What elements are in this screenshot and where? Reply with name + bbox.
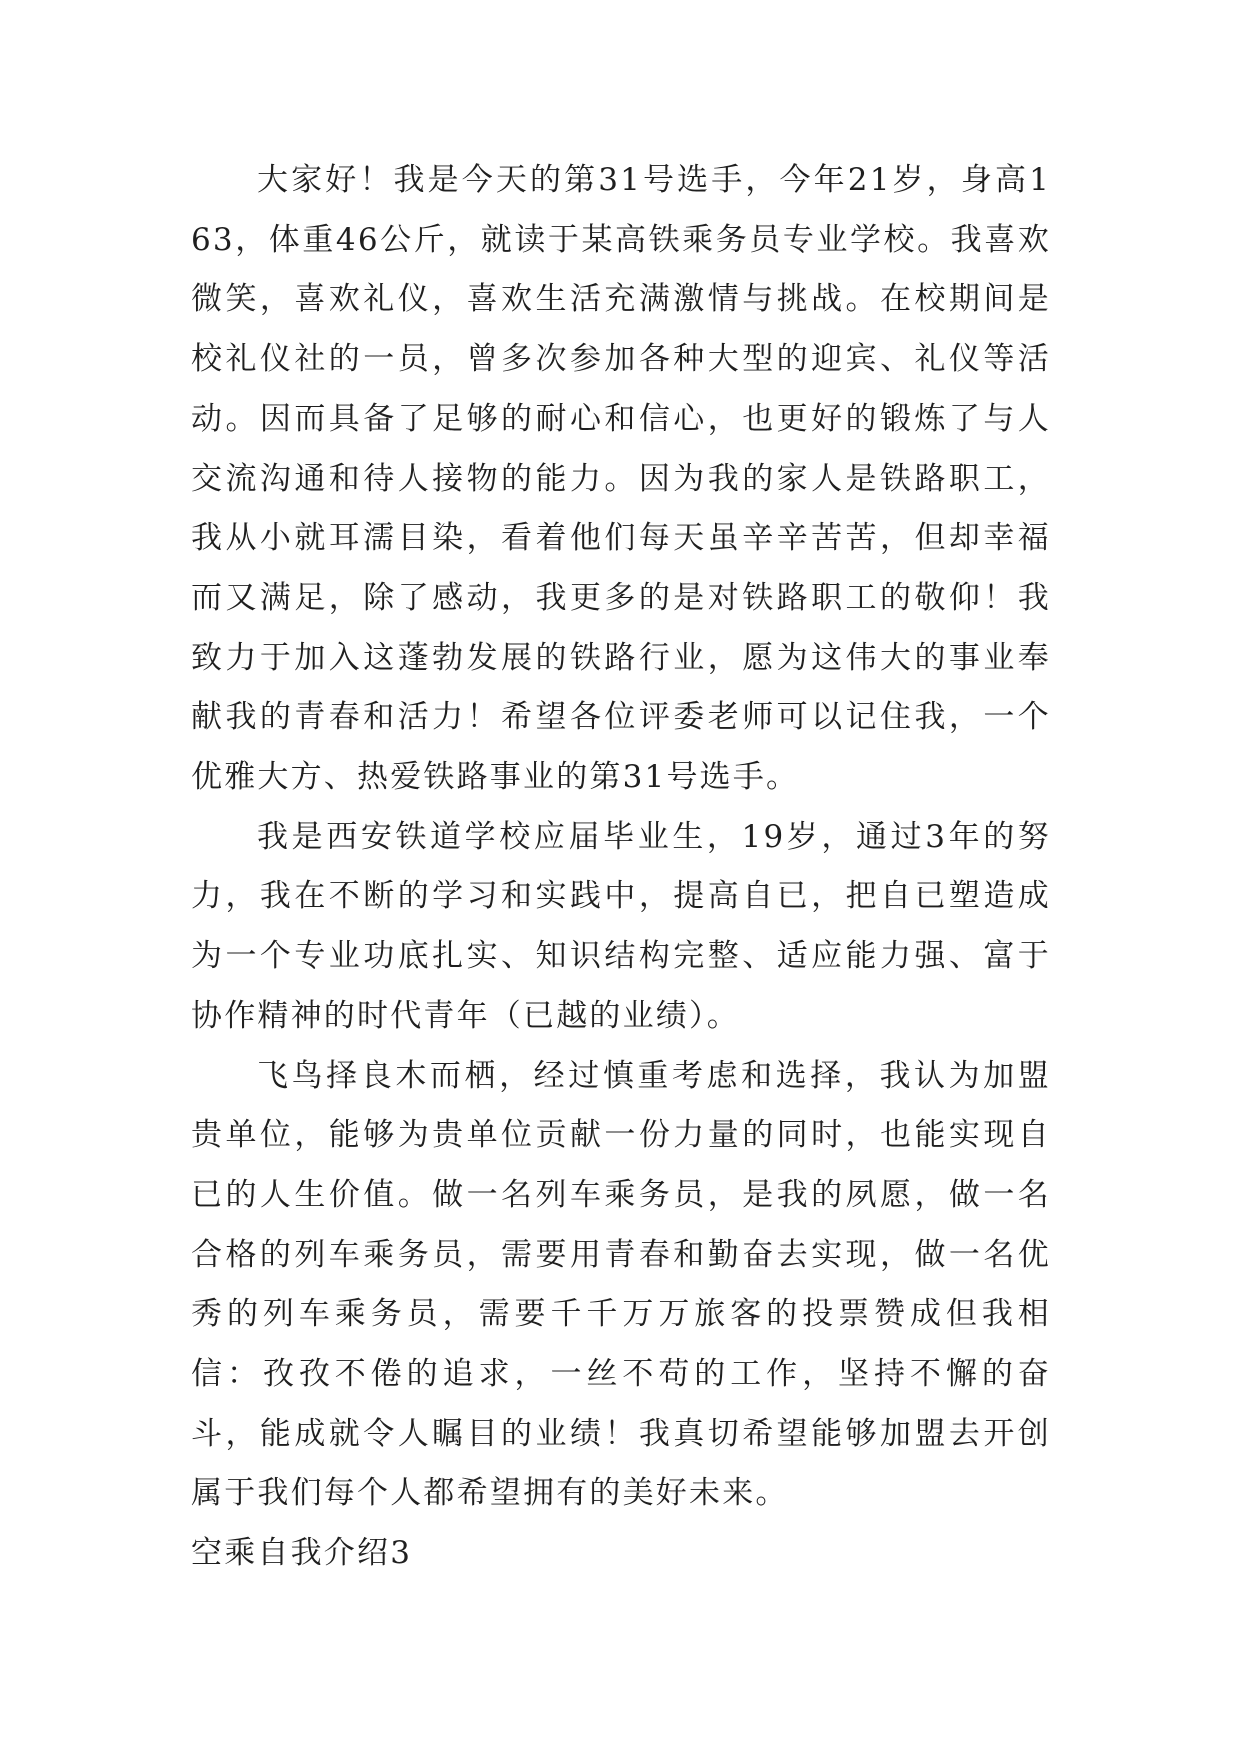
paragraph-2: 我是西安铁道学校应届毕业生，19岁，通过3年的努力，我在不断的学习和实践中，提高自已，把自已塑造成为一个专业功底扎实、知识结构完整、适应能力强、富于协作精神的时代青年（已越的业绩）。 [191,818,1051,1034]
paragraph-1: 大家好！我是今天的第31号选手，今年21岁，身高163，体重46公斤，就读于某高铁乘务员专业学校。我喜欢微笑，喜欢礼仪，喜欢生活充满激情与挑战。在校期间是校礼仪社的一员，曾多次参加各种大型的迎宾、礼仪等活动。因而具备了足够的耐心和信心，也更好的锻炼了与人交流沟通和待人接物的能力。因为我的家人是铁路职工，我从小就耳濡目染，看着他们每天虽辛辛苦苦，但却幸福而又满足，除了感动，我更多的是对铁路职工的敬仰！我致力于加入这蓬勃发展的铁路行业，愿为这伟大的事业奉献我的青春和活力！希望各位评委老师可以记住我，一个优雅大方、热爱铁路事业的第31号选手。 [191,162,1051,796]
document-body [191,151,1051,1584]
paragraph-3: 飞鸟择良木而栖，经过慎重考虑和选择，我认为加盟贵单位，能够为贵单位贡献一份力量的同时，也能实现自已的人生价值。做一名列车乘务员，是我的夙愿，做一名合格的列车乘务员，需要用青春和勤奋去实现，做一名优秀的列车乘务员，需要千千万万旅客的投票赞成但我相信：孜孜不倦的追求，一丝不苟的工作，坚持不懈的奋斗，能成就令人瞩目的业绩！我真切希望能够加盟去开创属于我们每个人都希望拥有的美好未来。 [191,1057,1051,1512]
section-heading: 空乘自我介绍3 [191,1535,413,1572]
